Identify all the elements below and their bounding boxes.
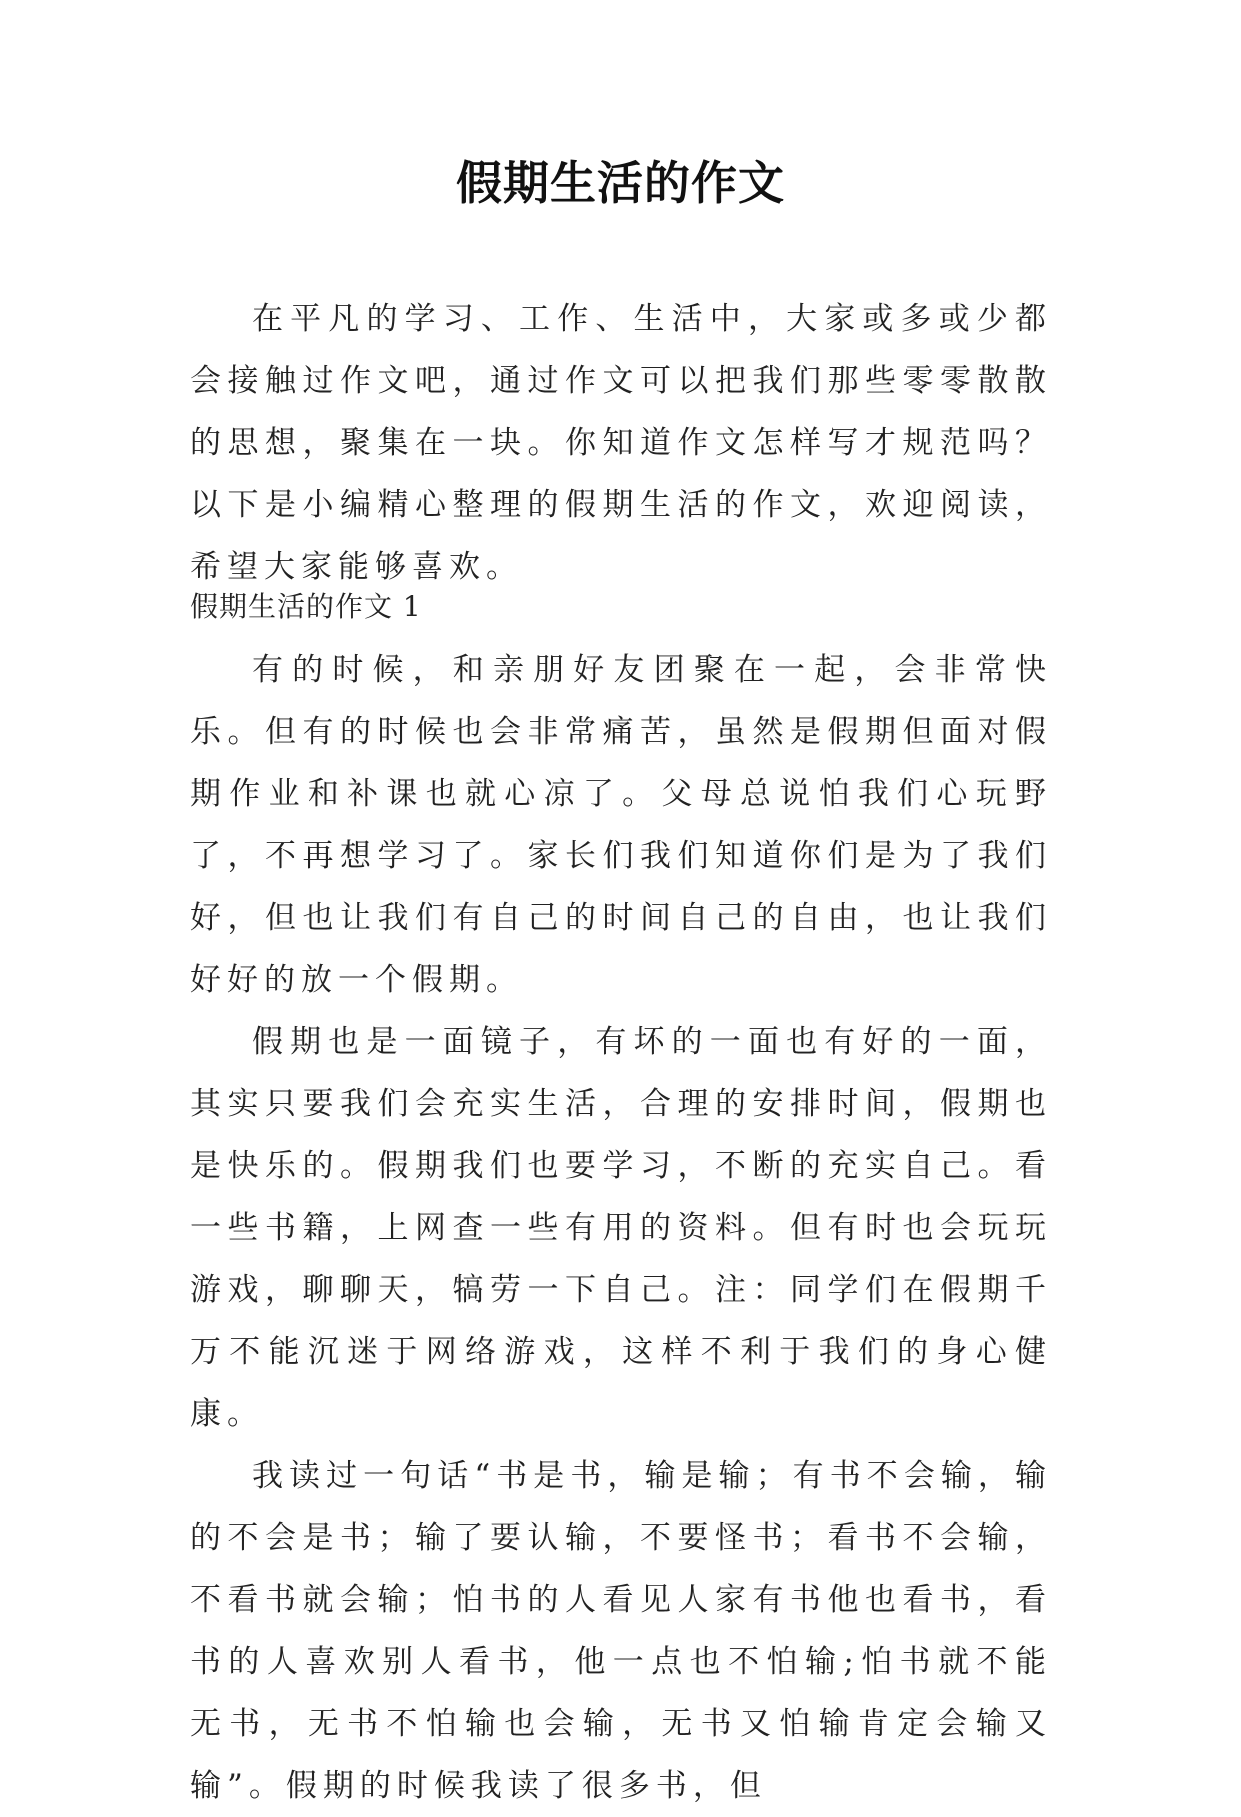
- document-title: 假期生活的作文: [456, 156, 785, 210]
- body-paragraph-3: 我读过一句话“书是书，输是输；有书不会输，输的不会是书；输了要认输，不要怪书；看书不会输，不看书就会输；怕书的人看见人家有书他也看书，看书的人喜欢别人看书，他一点也不怕输;怕书就不能无书，无书不怕输也会输，无书又怕输肯定会输又输”。假期的时候我读了很多书，但: [190, 1458, 1052, 1804]
- intro-paragraph: 在平凡的学习、工作、生活中，大家或多或少都会接触过作文吧，通过作文可以把我们那些零零散散的思想，聚集在一块。你知道作文怎样写才规范吗？以下是小编精心整理的假期生活的作文，欢迎阅读，希望大家能够喜欢。: [190, 301, 1052, 585]
- intro-block: [190, 288, 1052, 598]
- body-paragraph-2: 假期也是一面镜子，有坏的一面也有好的一面，其实只要我们会充实生活，合理的安排时间，假期也是快乐的。假期我们也要学习，不断的充实自己。看一些书籍，上网查一些有用的资料。但有时也会玩玩游戏，聊聊天，犒劳一下自己。注：同学们在假期千万不能沉迷于网络游戏，这样不利于我们的身心健康。: [190, 1024, 1052, 1432]
- body-paragraph-1: 有的时候，和亲朋好友团聚在一起，会非常快乐。但有的时候也会非常痛苦，虽然是假期但面对假期作业和补课也就心凉了。父母总说怕我们心玩野了，不再想学习了。家长们我们知道你们是为了我们好，但也让我们有自己的时间自己的自由，也让我们好好的放一个假期。: [190, 652, 1052, 998]
- section-heading: 假期生活的作文 1: [190, 590, 422, 623]
- essay-section-1: [190, 585, 1052, 1817]
